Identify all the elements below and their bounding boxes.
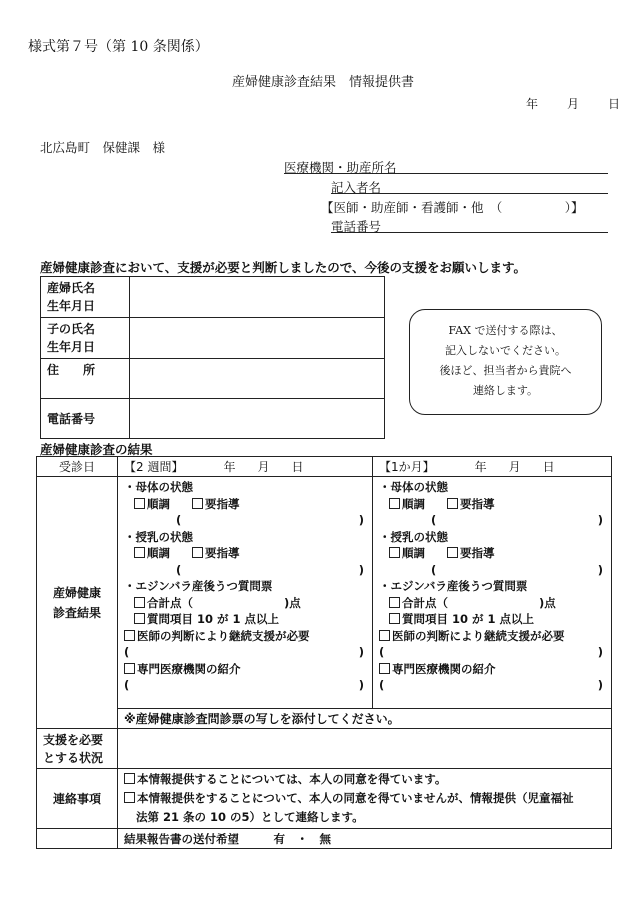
question10-label-2w: 質問項目 10 が 1 点以上 [147,612,280,626]
epds-1m: ・エジンバラ産後うつ質問票 [379,579,528,593]
form-id: 様式第７号（第 10 条関係） [28,39,209,55]
mother-dob-label: 生年月日 [47,299,96,313]
addressee: 北広島町 保健課 様 [40,140,166,155]
patient-info-table [40,276,385,439]
visit-day-label: 受診日 [37,457,118,477]
visit-2w-year: 年 [223,459,236,474]
results-table [36,456,612,849]
visit-2w-day: 日 [291,459,304,474]
lactation-normal-label-2w: 順調 [147,546,170,560]
total-score-label-1m: 合計点（ [402,595,448,610]
report-request[interactable]: 結果報告書の送付希望 有 ・ 無 [118,829,612,849]
consent-no-checkbox[interactable] [124,792,135,803]
lactation-normal-checkbox-1m[interactable] [389,547,400,558]
lactation-normal-checkbox-2w[interactable] [134,547,145,558]
visit-1m-month: 月 [508,459,521,474]
lactation-guidance-label-2w: 要指導 [205,546,240,560]
phone-line[interactable] [331,216,608,233]
referral-checkbox-1m[interactable] [379,663,390,674]
consent-yes-label: 本情報提供することについては、本人の同意を得ています。 [137,772,447,786]
results-1m-column [373,477,612,709]
mother-guidance-label-2w: 要指導 [205,496,240,511]
child-name-label: 子の氏名 [47,322,96,336]
mother-normal-label-2w: 順調 [147,496,170,511]
intro-text: 産婦健康診査において、支援が必要と判断しましたので、今後の支援をお願いします。 [40,260,527,275]
question10-checkbox-2w[interactable] [134,613,145,624]
patient-phone-label: 電話番号 [47,411,96,426]
form-title: 産婦健康診査結果 情報提供書 [232,75,415,90]
continued-support-checkbox-2w[interactable] [124,630,135,641]
role-select: 【医師・助産師・看護師・他 （ ）】 [321,200,584,215]
lactation-note-1m[interactable]: ( ) [431,562,603,577]
visit-2w-month: 月 [257,459,270,474]
institution-label: 医療機関・助産所名 [284,160,397,175]
lactation-guidance-checkbox-2w[interactable] [192,547,203,558]
points-label-1m: )点 [539,595,556,610]
mother-guidance-checkbox-1m[interactable] [447,498,458,509]
date-year: 年 [526,97,539,111]
lactation-state-1m: ・授乳の状態 [379,529,448,544]
period-1m-label: 【1か月】 [379,459,435,474]
date-month: 月 [567,97,580,111]
total-score-checkbox-2w[interactable] [134,597,145,608]
fax-note-line-3: 後ほど、担当者から貴院へ [439,364,572,377]
mother-note-2w[interactable]: ( ) [176,513,364,527]
address-label: 住 所 [47,363,96,377]
points-label-2w: )点 [284,595,301,610]
consent-no-label-1: 本情報提供をすることについて、本人の同意を得ていませんが、情報提供（児童福祉 [137,791,574,805]
attach-note: ※産婦健康診査問診票の写しを添付してください。 [118,709,612,729]
results-2w-column [118,477,373,709]
results-label-line-2: 診査結果 [52,605,101,620]
lactation-guidance-label-1m: 要指導 [460,546,495,560]
continued-support-label-1m: 医師の判断により継続支援が必要 [392,628,565,643]
visit-1m-year: 年 [474,459,487,474]
phone-label-cell [41,399,130,439]
results-heading: 産婦健康診査の結果 [40,442,153,457]
phone-label: 電話番号 [331,219,382,234]
consent-yes-checkbox[interactable] [124,773,135,784]
continued-support-note-1m[interactable]: ( ) [379,645,603,659]
visit-2w-cell[interactable] [118,457,373,477]
institution-line[interactable] [284,157,608,174]
results-label-line-1: 産婦健康 [52,585,101,600]
contact-cell [118,769,612,829]
mother-normal-checkbox-2w[interactable] [134,498,145,509]
fax-note-line-4: 連絡します。 [472,384,539,397]
results-section-label [37,477,118,729]
visit-1m-cell[interactable] [373,457,612,477]
support-label-line-2: とする状況 [43,751,104,765]
mother-label-cell [41,277,130,318]
referral-label-2w: 専門医療機関の紹介 [137,661,241,676]
address-label-cell [41,359,130,399]
mother-state-1m: ・母体の状態 [379,480,448,494]
support-label-cell [37,729,118,769]
consent-no-label-2: 法第 21 条の 10 の5）として連絡します。 [136,810,364,824]
referral-note-2w[interactable]: ( ) [124,678,364,692]
mother-name-label: 産婦氏名 [47,281,96,295]
lactation-state-2w: ・授乳の状態 [124,529,193,544]
support-value-cell[interactable] [118,729,612,769]
mother-state-2w: ・母体の状態 [124,480,193,494]
address-value-cell[interactable] [130,359,385,399]
referral-note-1m[interactable]: ( ) [379,678,603,692]
total-score-checkbox-1m[interactable] [389,597,400,608]
total-score-label-2w: 合計点（ [147,595,193,610]
fax-note-line-1: FAX で送付する際は、 [448,324,563,337]
phone-value-cell[interactable] [130,399,385,439]
writer-line[interactable] [331,177,608,194]
epds-2w: ・エジンバラ産後うつ質問票 [124,579,273,593]
contact-label: 連絡事項 [37,769,118,829]
writer-label: 記入者名 [331,180,382,195]
referral-checkbox-2w[interactable] [124,663,135,674]
lactation-guidance-checkbox-1m[interactable] [447,547,458,558]
lactation-normal-label-1m: 順調 [402,546,425,560]
fax-note [409,309,602,415]
child-dob-label: 生年月日 [47,340,96,354]
mother-normal-label-1m: 順調 [402,496,425,511]
mother-value-cell[interactable] [130,277,385,318]
child-value-cell[interactable] [130,318,385,359]
referral-label-1m: 専門医療機関の紹介 [392,661,496,676]
period-2w-label: 【2 週間】 [124,459,184,474]
mother-guidance-checkbox-2w[interactable] [192,498,203,509]
mother-guidance-label-1m: 要指導 [460,496,495,511]
contact-label-continued [37,829,118,849]
fax-note-line-2: 記入しないでください。 [445,344,566,357]
date-day: 日 [608,97,621,111]
mother-normal-checkbox-1m[interactable] [389,498,400,509]
child-label-cell [41,318,130,359]
lactation-note-2w[interactable]: ( ) [176,562,364,577]
mother-note-1m[interactable]: ( ) [431,513,603,527]
visit-1m-day: 日 [542,459,555,474]
continued-support-checkbox-1m[interactable] [379,630,390,641]
question10-label-1m: 質問項目 10 が 1 点以上 [402,612,535,626]
continued-support-note-2w[interactable]: ( ) [124,645,364,659]
support-label-line-1: 支援を必要 [43,733,104,747]
question10-checkbox-1m[interactable] [389,613,400,624]
continued-support-label-2w: 医師の判断により継続支援が必要 [137,628,310,643]
